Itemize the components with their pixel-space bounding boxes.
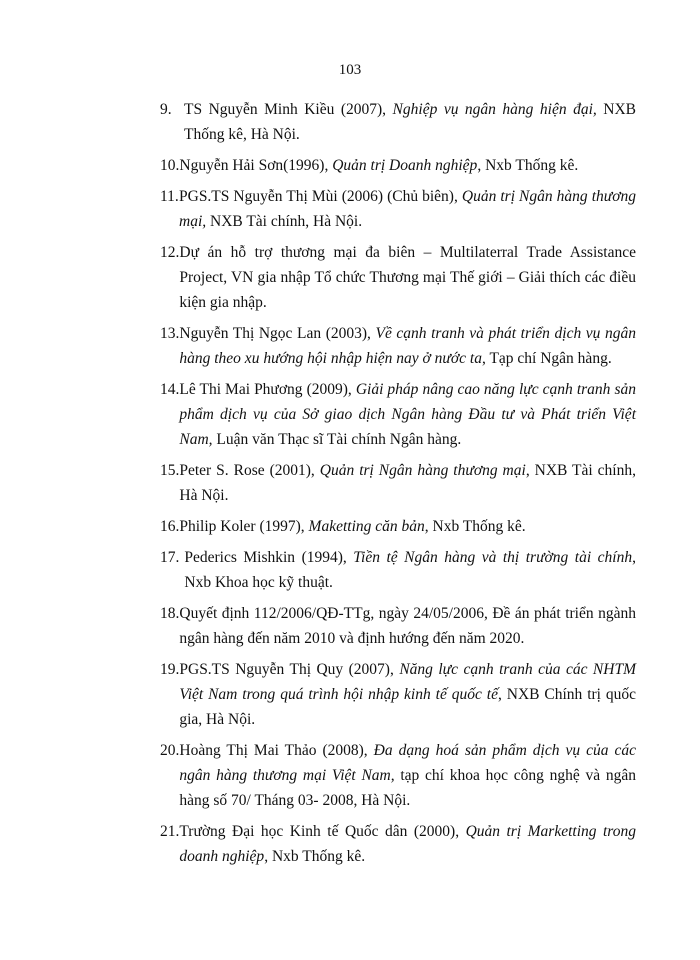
reference-author: PGS.TS Nguyễn Thị Mùi (2006) (Chủ biên), (179, 188, 462, 205)
reference-item (160, 377, 636, 452)
reference-publisher: , Nxb Khoa học kỹ thuật. (184, 549, 636, 591)
reference-title: Quản trị Marketting trong doanh nghiệp (179, 823, 636, 865)
reference-title: Quản trị Ngân hàng thương mại, (179, 188, 636, 230)
reference-title: Đa dạng hoá sản phẩm dịch vụ của các ngân hàng thương mại Việt Nam, (179, 742, 636, 784)
reference-list (160, 97, 636, 875)
reference-author: Peter S. Rose (2001), (179, 462, 320, 479)
reference-item (160, 819, 636, 869)
reference-author: Pederics Mishkin (1994), (184, 549, 354, 566)
reference-title: Giải pháp nâng cao năng lực cạnh tranh sản phẩm dịch vụ của Sở giao dịch Ngân hàng Đầu tư và Phát triển Việt Nam, (179, 381, 637, 448)
page-number: 103 (338, 62, 362, 78)
reference-item (160, 657, 636, 732)
reference-text (179, 738, 636, 813)
reference-title: Maketting căn bản (308, 518, 425, 535)
reference-item (160, 240, 636, 315)
reference-publisher: NXB Thống kê, Hà Nội. (184, 101, 636, 143)
reference-text (184, 97, 636, 147)
reference-author: Nguyễn Thị Ngọc Lan (2003), (179, 325, 376, 342)
reference-text (179, 321, 636, 371)
reference-title: Tiền tệ Ngân hàng và thị trường tài chính (353, 549, 633, 566)
reference-author: Hoàng Thị Mai Thảo (2008), (179, 742, 374, 759)
reference-item (160, 601, 636, 651)
reference-title: Năng lực cạnh tranh của các NHTM Việt Nam trong quá trình hội nhập kinh tế quốc tế (179, 661, 636, 703)
reference-author: PGS.TS Nguyễn Thị Quy (2007), (179, 661, 400, 678)
reference-text (179, 184, 636, 234)
reference-number: 17. (160, 549, 180, 566)
reference-publisher: , Nxb Thống kê. (477, 157, 579, 174)
reference-publisher: tạp chí khoa học công nghệ và ngân hàng số 70/ Tháng 03- 2008, Hà Nội. (179, 767, 637, 809)
reference-number: 21. (160, 823, 180, 840)
reference-text (184, 545, 636, 595)
reference-text (179, 458, 636, 508)
reference-number: 11. (160, 188, 179, 205)
reference-title: Nghiệp vụ ngân hàng hiện đại, (392, 101, 597, 118)
reference-item (160, 184, 636, 234)
reference-text (179, 240, 636, 315)
reference-number: 20. (160, 742, 180, 759)
reference-number: 18. (160, 605, 180, 622)
reference-publisher: , NXB Chính trị quốc gia, Hà Nội. (179, 686, 637, 728)
reference-text (179, 153, 636, 178)
reference-item (160, 458, 636, 508)
reference-number: 13. (160, 325, 180, 342)
reference-text (179, 377, 636, 452)
reference-number: 16. (160, 518, 180, 535)
reference-author: TS Nguyễn Minh Kiều (2007), (184, 101, 393, 118)
reference-title: Quản trị Doanh nghiệp (332, 157, 478, 174)
reference-author: Trường Đại học Kinh tế Quốc dân (2000), (179, 823, 466, 840)
reference-text (179, 601, 636, 651)
reference-author: Dự án hỗ trợ thương mại đa biên – Multilaterral Trade Assistance Project, VN gia nhập Tổ chức Thương mại Thế giới – Giải thích các điều kiện gia nhập. (179, 244, 636, 311)
reference-publisher: , Nxb Thống kê. (424, 518, 526, 535)
reference-author: Philip Koler (1997), (179, 518, 309, 535)
reference-publisher: , NXB Tài chính, Hà Nội. (179, 462, 636, 504)
reference-publisher: Luận văn Thạc sĩ Tài chính Ngân hàng. (212, 431, 462, 448)
reference-item (160, 97, 636, 147)
reference-item (160, 321, 636, 371)
reference-text (179, 514, 636, 539)
reference-publisher: , Tạp chí Ngân hàng. (481, 350, 612, 367)
reference-number: 14. (160, 381, 180, 398)
reference-item (160, 545, 636, 595)
reference-item (160, 153, 636, 178)
reference-number: 9. (160, 101, 172, 118)
reference-number: 19. (160, 661, 180, 678)
reference-publisher: , Nxb Thống kê. (264, 848, 366, 865)
reference-number: 15. (160, 462, 180, 479)
reference-author: Nguyễn Hải Sơn(1996), (179, 157, 333, 174)
reference-author: Lê Thi Mai Phương (2009), (179, 381, 356, 398)
reference-item (160, 738, 636, 813)
reference-item (160, 514, 636, 539)
reference-text (179, 819, 636, 869)
reference-text (179, 657, 636, 732)
reference-publisher: NXB Tài chính, Hà Nội. (206, 213, 363, 230)
reference-number: 12. (160, 244, 180, 261)
reference-author: Quyết định 112/2006/QĐ-TTg, ngày 24/05/2006, Đề án phát triển ngành ngân hàng đến năm 2010 và định hướng đến năm 2020. (179, 605, 636, 647)
reference-title: Quản trị Ngân hàng thương mại (319, 462, 526, 479)
reference-title: Về cạnh tranh và phát triển dịch vụ ngân hàng theo xu hướng hội nhập hiện nay ở nước ta (179, 325, 636, 367)
reference-number: 10. (160, 157, 180, 174)
